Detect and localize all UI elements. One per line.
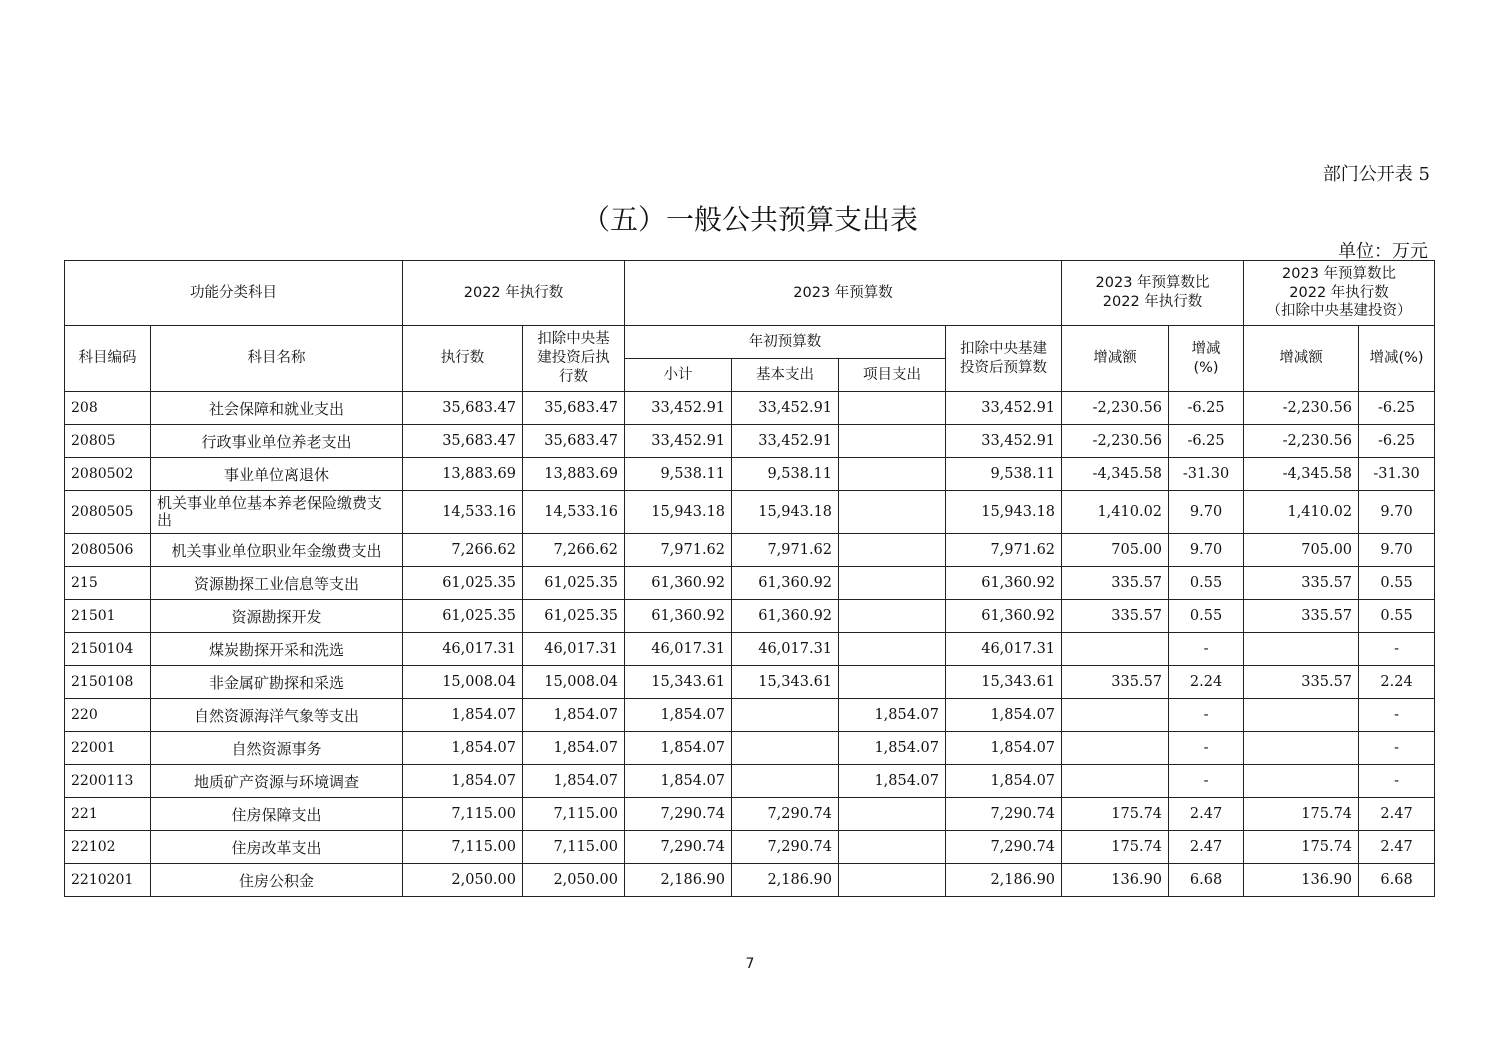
cell-change: 1,410.02 bbox=[1062, 491, 1169, 534]
cell-change-pct-2: - bbox=[1359, 732, 1435, 765]
cell-change-pct: - bbox=[1169, 732, 1244, 765]
table-row bbox=[65, 765, 1435, 798]
cell-change-pct: 2.47 bbox=[1169, 798, 1244, 831]
cell-change-pct: 0.55 bbox=[1169, 600, 1244, 633]
cell-change bbox=[1062, 732, 1169, 765]
cell-subtotal: 7,290.74 bbox=[625, 831, 732, 864]
header-change: 增减额 bbox=[1062, 326, 1169, 392]
table-row bbox=[65, 666, 1435, 699]
table-row bbox=[65, 458, 1435, 491]
cell-basic: 61,360.92 bbox=[732, 600, 839, 633]
cell-exec-excl: 1,854.07 bbox=[523, 765, 625, 798]
cell-subtotal: 61,360.92 bbox=[625, 600, 732, 633]
cell-change-2: 1,410.02 bbox=[1244, 491, 1359, 534]
header-exec-2022: 2022 年执行数 bbox=[403, 261, 625, 326]
cell-subtotal: 2,186.90 bbox=[625, 864, 732, 897]
cell-change-pct: - bbox=[1169, 633, 1244, 666]
cell-project bbox=[839, 831, 946, 864]
table-row bbox=[65, 392, 1435, 425]
cell-basic bbox=[732, 699, 839, 732]
cell-change: -4,345.58 bbox=[1062, 458, 1169, 491]
cell-code: 221 bbox=[65, 798, 151, 831]
header-name: 科目名称 bbox=[151, 326, 403, 392]
cell-change-pct: 2.47 bbox=[1169, 831, 1244, 864]
cell-exec-excl: 2,050.00 bbox=[523, 864, 625, 897]
cell-change-pct-2: 9.70 bbox=[1359, 534, 1435, 567]
cell-change-2: -4,345.58 bbox=[1244, 458, 1359, 491]
cell-code: 21501 bbox=[65, 600, 151, 633]
cell-name: 资源勘探工业信息等支出 bbox=[151, 567, 403, 600]
cell-change-2: 175.74 bbox=[1244, 798, 1359, 831]
cell-budget-excl: 15,343.61 bbox=[946, 666, 1062, 699]
table-row bbox=[65, 633, 1435, 666]
cell-name: 煤炭勘探开采和洗选 bbox=[151, 633, 403, 666]
cell-code: 2080505 bbox=[65, 491, 151, 534]
cell-exec: 7,266.62 bbox=[403, 534, 523, 567]
header-functional: 功能分类科目 bbox=[65, 261, 403, 326]
cell-basic: 33,452.91 bbox=[732, 425, 839, 458]
cell-budget-excl: 1,854.07 bbox=[946, 732, 1062, 765]
cell-code: 2210201 bbox=[65, 864, 151, 897]
cell-change-pct-2: 0.55 bbox=[1359, 567, 1435, 600]
cell-change-pct-2: -6.25 bbox=[1359, 425, 1435, 458]
cell-project bbox=[839, 392, 946, 425]
cell-exec: 13,883.69 bbox=[403, 458, 523, 491]
cell-change-pct: -6.25 bbox=[1169, 392, 1244, 425]
cell-exec: 35,683.47 bbox=[403, 425, 523, 458]
table-row bbox=[65, 534, 1435, 567]
cell-project bbox=[839, 534, 946, 567]
cell-change: 335.57 bbox=[1062, 666, 1169, 699]
cell-change-2 bbox=[1244, 633, 1359, 666]
cell-basic: 15,343.61 bbox=[732, 666, 839, 699]
cell-exec: 1,854.07 bbox=[403, 732, 523, 765]
cell-change-pct: 0.55 bbox=[1169, 567, 1244, 600]
table-row bbox=[65, 491, 1435, 534]
cell-change: 175.74 bbox=[1062, 831, 1169, 864]
header-change-pct: 增减 (%) bbox=[1169, 326, 1244, 392]
cell-exec-excl: 1,854.07 bbox=[523, 732, 625, 765]
cell-exec: 14,533.16 bbox=[403, 491, 523, 534]
cell-change-pct-2: 2.47 bbox=[1359, 798, 1435, 831]
header-exec: 执行数 bbox=[403, 326, 523, 392]
cell-change-pct-2: 0.55 bbox=[1359, 600, 1435, 633]
cell-code: 2080502 bbox=[65, 458, 151, 491]
cell-name: 住房公积金 bbox=[151, 864, 403, 897]
cell-name: 机关事业单位基本养老保险缴费支出 bbox=[151, 491, 403, 534]
cell-project bbox=[839, 798, 946, 831]
cell-code: 220 bbox=[65, 699, 151, 732]
cell-project bbox=[839, 567, 946, 600]
cell-project bbox=[839, 600, 946, 633]
cell-change bbox=[1062, 633, 1169, 666]
cell-exec-excl: 46,017.31 bbox=[523, 633, 625, 666]
cell-change-2: 136.90 bbox=[1244, 864, 1359, 897]
cell-budget-excl: 7,290.74 bbox=[946, 798, 1062, 831]
cell-basic: 7,971.62 bbox=[732, 534, 839, 567]
cell-change-pct-2: - bbox=[1359, 633, 1435, 666]
cell-code: 22001 bbox=[65, 732, 151, 765]
cell-change-pct-2: 2.47 bbox=[1359, 831, 1435, 864]
cell-budget-excl: 2,186.90 bbox=[946, 864, 1062, 897]
cell-budget-excl: 61,360.92 bbox=[946, 567, 1062, 600]
cell-budget-excl: 33,452.91 bbox=[946, 392, 1062, 425]
cell-change: 136.90 bbox=[1062, 864, 1169, 897]
cell-basic: 2,186.90 bbox=[732, 864, 839, 897]
cell-budget-excl: 33,452.91 bbox=[946, 425, 1062, 458]
page-number: 7 bbox=[745, 956, 755, 972]
cell-project bbox=[839, 666, 946, 699]
cell-exec-excl: 35,683.47 bbox=[523, 425, 625, 458]
cell-change bbox=[1062, 765, 1169, 798]
header-comparison: 2023 年预算数比 2022 年执行数 bbox=[1062, 261, 1244, 326]
header-change-2: 增减额 bbox=[1244, 326, 1359, 392]
cell-budget-excl: 1,854.07 bbox=[946, 765, 1062, 798]
cell-basic: 61,360.92 bbox=[732, 567, 839, 600]
cell-project: 1,854.07 bbox=[839, 765, 946, 798]
cell-code: 2200113 bbox=[65, 765, 151, 798]
table-row bbox=[65, 798, 1435, 831]
cell-exec: 15,008.04 bbox=[403, 666, 523, 699]
cell-exec: 1,854.07 bbox=[403, 699, 523, 732]
cell-name: 地质矿产资源与环境调查 bbox=[151, 765, 403, 798]
header-initial-budget: 年初预算数 bbox=[625, 326, 946, 359]
cell-subtotal: 15,943.18 bbox=[625, 491, 732, 534]
cell-subtotal: 1,854.07 bbox=[625, 699, 732, 732]
cell-change-2: 175.74 bbox=[1244, 831, 1359, 864]
cell-name: 机关事业单位职业年金缴费支出 bbox=[151, 534, 403, 567]
cell-basic: 33,452.91 bbox=[732, 392, 839, 425]
cell-exec-excl: 61,025.35 bbox=[523, 567, 625, 600]
unit-label: 单位：万元 bbox=[1338, 241, 1428, 262]
cell-change-2: 335.57 bbox=[1244, 567, 1359, 600]
cell-subtotal: 9,538.11 bbox=[625, 458, 732, 491]
cell-change-pct-2: -31.30 bbox=[1359, 458, 1435, 491]
cell-change-pct: -6.25 bbox=[1169, 425, 1244, 458]
cell-name: 事业单位离退休 bbox=[151, 458, 403, 491]
cell-change-pct: - bbox=[1169, 765, 1244, 798]
cell-change-pct-2: 6.68 bbox=[1359, 864, 1435, 897]
cell-change: 335.57 bbox=[1062, 600, 1169, 633]
cell-change-pct: -31.30 bbox=[1169, 458, 1244, 491]
cell-exec: 7,115.00 bbox=[403, 798, 523, 831]
cell-name: 住房保障支出 bbox=[151, 798, 403, 831]
cell-change-2 bbox=[1244, 765, 1359, 798]
cell-change-pct: 6.68 bbox=[1169, 864, 1244, 897]
header-exec-excl: 扣除中央基 建投资后执 行数 bbox=[523, 326, 625, 392]
cell-subtotal: 33,452.91 bbox=[625, 425, 732, 458]
cell-change-2 bbox=[1244, 732, 1359, 765]
cell-exec: 1,854.07 bbox=[403, 765, 523, 798]
header-project: 项目支出 bbox=[839, 359, 946, 392]
cell-budget-excl: 7,290.74 bbox=[946, 831, 1062, 864]
cell-change-pct: 9.70 bbox=[1169, 491, 1244, 534]
cell-subtotal: 33,452.91 bbox=[625, 392, 732, 425]
cell-subtotal: 15,343.61 bbox=[625, 666, 732, 699]
cell-exec-excl: 7,115.00 bbox=[523, 831, 625, 864]
cell-change-pct-2: - bbox=[1359, 765, 1435, 798]
cell-change-2: -2,230.56 bbox=[1244, 425, 1359, 458]
cell-budget-excl: 46,017.31 bbox=[946, 633, 1062, 666]
cell-change-2: 335.57 bbox=[1244, 666, 1359, 699]
cell-project bbox=[839, 458, 946, 491]
cell-change-2: 705.00 bbox=[1244, 534, 1359, 567]
cell-code: 215 bbox=[65, 567, 151, 600]
cell-exec: 35,683.47 bbox=[403, 392, 523, 425]
cell-subtotal: 1,854.07 bbox=[625, 732, 732, 765]
cell-basic: 15,943.18 bbox=[732, 491, 839, 534]
cell-budget-excl: 61,360.92 bbox=[946, 600, 1062, 633]
cell-code: 208 bbox=[65, 392, 151, 425]
cell-basic: 9,538.11 bbox=[732, 458, 839, 491]
cell-project bbox=[839, 864, 946, 897]
table-row bbox=[65, 831, 1435, 864]
cell-budget-excl: 15,943.18 bbox=[946, 491, 1062, 534]
cell-name: 非金属矿勘探和采选 bbox=[151, 666, 403, 699]
header-code: 科目编码 bbox=[65, 326, 151, 392]
header-budget-excl: 扣除中央基建 投资后预算数 bbox=[946, 326, 1062, 392]
cell-exec-excl: 15,008.04 bbox=[523, 666, 625, 699]
cell-change: -2,230.56 bbox=[1062, 425, 1169, 458]
cell-exec-excl: 14,533.16 bbox=[523, 491, 625, 534]
cell-change-pct-2: 2.24 bbox=[1359, 666, 1435, 699]
cell-budget-excl: 7,971.62 bbox=[946, 534, 1062, 567]
cell-basic bbox=[732, 732, 839, 765]
table-row bbox=[65, 567, 1435, 600]
cell-change: 175.74 bbox=[1062, 798, 1169, 831]
cell-project bbox=[839, 491, 946, 534]
cell-exec-excl: 61,025.35 bbox=[523, 600, 625, 633]
cell-subtotal: 1,854.07 bbox=[625, 765, 732, 798]
cell-code: 20805 bbox=[65, 425, 151, 458]
header-change-pct-2: 增减(%) bbox=[1359, 326, 1435, 392]
cell-exec: 7,115.00 bbox=[403, 831, 523, 864]
cell-project bbox=[839, 633, 946, 666]
cell-name: 住房改革支出 bbox=[151, 831, 403, 864]
cell-basic: 46,017.31 bbox=[732, 633, 839, 666]
cell-exec-excl: 13,883.69 bbox=[523, 458, 625, 491]
cell-exec: 2,050.00 bbox=[403, 864, 523, 897]
cell-change-2 bbox=[1244, 699, 1359, 732]
cell-project bbox=[839, 425, 946, 458]
cell-change-pct-2: -6.25 bbox=[1359, 392, 1435, 425]
cell-exec: 61,025.35 bbox=[403, 567, 523, 600]
cell-project: 1,854.07 bbox=[839, 699, 946, 732]
cell-change: 705.00 bbox=[1062, 534, 1169, 567]
cell-basic: 7,290.74 bbox=[732, 798, 839, 831]
table-row bbox=[65, 600, 1435, 633]
header-comparison-excl: 2023 年预算数比 2022 年执行数 （扣除中央基建投资） bbox=[1244, 261, 1435, 326]
cell-subtotal: 7,971.62 bbox=[625, 534, 732, 567]
cell-exec-excl: 7,115.00 bbox=[523, 798, 625, 831]
table-number-label: 部门公开表 5 bbox=[1322, 164, 1430, 185]
cell-name: 资源勘探开发 bbox=[151, 600, 403, 633]
cell-change-pct: - bbox=[1169, 699, 1244, 732]
budget-table bbox=[64, 260, 1435, 897]
cell-budget-excl: 9,538.11 bbox=[946, 458, 1062, 491]
table-row bbox=[65, 699, 1435, 732]
cell-name: 行政事业单位养老支出 bbox=[151, 425, 403, 458]
cell-exec-excl: 1,854.07 bbox=[523, 699, 625, 732]
cell-change: -2,230.56 bbox=[1062, 392, 1169, 425]
cell-subtotal: 7,290.74 bbox=[625, 798, 732, 831]
cell-name: 自然资源海洋气象等支出 bbox=[151, 699, 403, 732]
cell-code: 2150104 bbox=[65, 633, 151, 666]
cell-basic bbox=[732, 765, 839, 798]
cell-basic: 7,290.74 bbox=[732, 831, 839, 864]
cell-subtotal: 61,360.92 bbox=[625, 567, 732, 600]
table-row bbox=[65, 425, 1435, 458]
cell-exec-excl: 35,683.47 bbox=[523, 392, 625, 425]
page-title: （五）一般公共预算支出表 bbox=[581, 203, 918, 236]
cell-change-pct: 2.24 bbox=[1169, 666, 1244, 699]
cell-exec: 46,017.31 bbox=[403, 633, 523, 666]
header-budget-2023: 2023 年预算数 bbox=[625, 261, 1062, 326]
cell-change-pct-2: 9.70 bbox=[1359, 491, 1435, 534]
cell-exec-excl: 7,266.62 bbox=[523, 534, 625, 567]
cell-name: 社会保障和就业支出 bbox=[151, 392, 403, 425]
cell-code: 2080506 bbox=[65, 534, 151, 567]
cell-change-2: -2,230.56 bbox=[1244, 392, 1359, 425]
cell-change: 335.57 bbox=[1062, 567, 1169, 600]
table-row bbox=[65, 864, 1435, 897]
cell-subtotal: 46,017.31 bbox=[625, 633, 732, 666]
cell-project: 1,854.07 bbox=[839, 732, 946, 765]
header-subtotal: 小计 bbox=[625, 359, 732, 392]
cell-code: 22102 bbox=[65, 831, 151, 864]
cell-exec: 61,025.35 bbox=[403, 600, 523, 633]
cell-code: 2150108 bbox=[65, 666, 151, 699]
table-row bbox=[65, 732, 1435, 765]
cell-change bbox=[1062, 699, 1169, 732]
cell-change-pct: 9.70 bbox=[1169, 534, 1244, 567]
cell-change-pct-2: - bbox=[1359, 699, 1435, 732]
cell-change-2: 335.57 bbox=[1244, 600, 1359, 633]
cell-name: 自然资源事务 bbox=[151, 732, 403, 765]
header-basic: 基本支出 bbox=[732, 359, 839, 392]
cell-budget-excl: 1,854.07 bbox=[946, 699, 1062, 732]
